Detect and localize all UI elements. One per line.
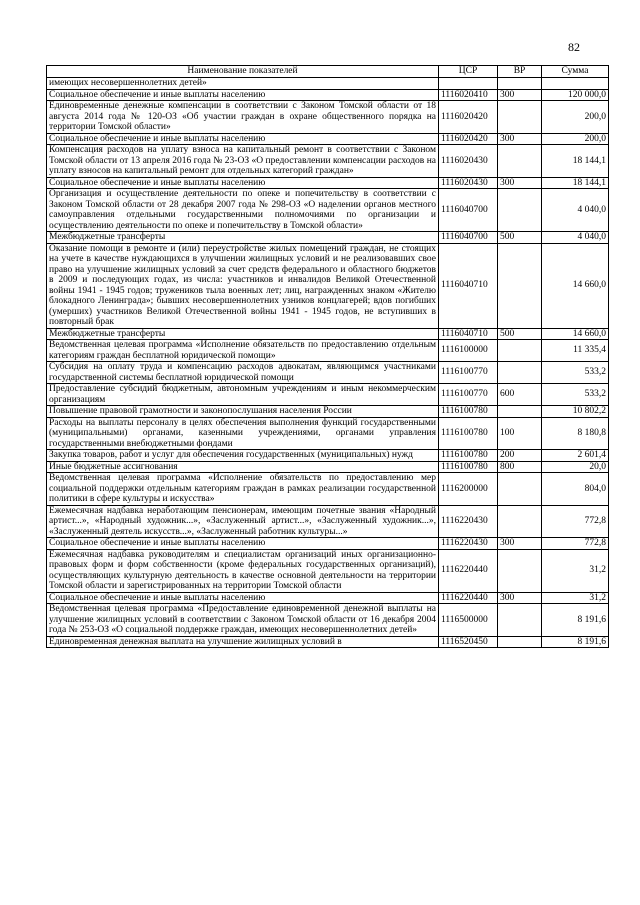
row-name-cell: Единовременная денежная выплата на улучшение жилищных условий в (47, 636, 439, 648)
row-vr-cell (498, 78, 542, 90)
row-sum-cell: 8 191,6 (542, 604, 609, 637)
table-row (47, 417, 609, 450)
row-name-cell: Ежемесячная надбавка руководителям и специалистам организаций иных организационно-правовых форм и форм собственности (кроме федеральных государственных организаций), осуществляющих культурную деятельность в качестве основной деятельности на территории Томской области и зарегистрированных на территории Томской области (47, 549, 439, 592)
budget-table (46, 65, 609, 648)
row-sum-cell: 10 802,2 (542, 406, 609, 418)
row-sum-cell: 4 040,0 (542, 189, 609, 232)
row-name-cell: Единовременные денежные компенсации в соответствии с Законом Томской области от 18 августа 2014 года № 120-ОЗ «Об участии граждан в охране общественного порядка на территории Томской области» (47, 101, 439, 134)
row-vr-cell: 500 (498, 328, 542, 340)
table-row (47, 473, 609, 506)
row-name-cell: Социальное обеспечение и иные выплаты населению (47, 133, 439, 145)
row-name-cell: Ежемесячная надбавка неработающим пенсионерам, имеющим почетные звания «Народный артист...», «Народный художник...», «Заслуженный артист...», «Заслуженный художник...», «Заслуженный деятель искусств...», «Заслуженный работник культуры...» (47, 505, 439, 538)
row-name-cell: Социальное обеспечение и иные выплаты населению (47, 592, 439, 604)
table-row (47, 384, 609, 406)
row-sum-cell: 2 601,4 (542, 450, 609, 462)
row-vr-cell: 300 (498, 177, 542, 189)
header-name: Наименование показателей (47, 66, 439, 78)
row-csr-cell: 1116100770 (439, 384, 498, 406)
row-sum-cell: 8 191,6 (542, 636, 609, 648)
row-vr-cell (498, 145, 542, 178)
row-name-cell: Оказание помощи в ремонте и (или) переустройстве жилых помещений граждан, не стоящих на учете в качестве нуждающихся в улучшении жилищных условий и не реализовавших свое право на улучшение жилищных условий за счет средств федерального и областного бюджетов в 2009 и последующих годах, из числа: участников и инвалидов Великой Отечественной войны 1941 - 1945 годов; тружеников тыла военных лет; лиц, награжденных знаком «Жителю блокадного Ленинграда»; бывших несовершеннолетних узников концлагерей; вдов погибших (умерших) участников Великой Отечественной войны 1941 - 1945 годов, не вступивших в повторный брак (47, 243, 439, 328)
table-row (47, 340, 609, 362)
row-sum-cell: 533,2 (542, 362, 609, 384)
row-vr-cell (498, 473, 542, 506)
row-csr-cell (439, 78, 498, 90)
table-row (47, 89, 609, 101)
row-csr-cell: 1116020420 (439, 101, 498, 134)
row-name-cell: Субсидия на оплату труда и компенсацию расходов адвокатам, являющимся участниками государственной системы бесплатной юридической помощи (47, 362, 439, 384)
row-csr-cell: 1116040710 (439, 328, 498, 340)
table-row (47, 101, 609, 134)
row-vr-cell (498, 189, 542, 232)
row-vr-cell (498, 406, 542, 418)
row-vr-cell: 800 (498, 461, 542, 473)
row-sum-cell: 120 000,0 (542, 89, 609, 101)
row-sum-cell: 200,0 (542, 101, 609, 134)
row-sum-cell: 4 040,0 (542, 232, 609, 244)
table-row (47, 505, 609, 538)
row-csr-cell: 1116100780 (439, 450, 498, 462)
table-row (47, 177, 609, 189)
row-vr-cell (498, 243, 542, 328)
row-name-cell: Предоставление субсидий бюджетным, автономным учреждениям и иным некоммерческим организациям (47, 384, 439, 406)
row-csr-cell: 1116100770 (439, 362, 498, 384)
row-name-cell: Социальное обеспечение и иные выплаты населению (47, 177, 439, 189)
row-csr-cell: 1116020410 (439, 89, 498, 101)
row-csr-cell: 1116100780 (439, 406, 498, 418)
row-name-cell: Ведомственная целевая программа «Исполнение обязательств по предоставлению мер социальной поддержки отдельным категориям граждан в рамках реализации государственной политики в сфере культуры и искусства» (47, 473, 439, 506)
row-vr-cell (498, 340, 542, 362)
row-csr-cell: 1116200000 (439, 473, 498, 506)
row-name-cell: имеющих несовершеннолетних детей» (47, 78, 439, 90)
table-header-row (47, 66, 609, 78)
row-name-cell: Ведомственная целевая программа «Исполнение обязательств по предоставлению отдельным категориям граждан бесплатной юридической помощи» (47, 340, 439, 362)
table-row (47, 604, 609, 637)
table-row (47, 450, 609, 462)
row-vr-cell (498, 505, 542, 538)
row-name-cell: Ведомственная целевая программа «Предоставление единовременной денежной выплаты на улучшение жилищных условий в соответствии с Законом Томской области от 16 декабря 2004 года № 253-ОЗ «О социальной поддержке граждан, имеющих несовершеннолетних детей» (47, 604, 439, 637)
row-csr-cell: 1116220440 (439, 592, 498, 604)
row-sum-cell: 772,8 (542, 538, 609, 550)
row-csr-cell: 1116220430 (439, 538, 498, 550)
page-number: 82 (568, 40, 580, 54)
row-csr-cell: 1116220430 (439, 505, 498, 538)
row-csr-cell: 1116100780 (439, 461, 498, 473)
row-vr-cell: 600 (498, 384, 542, 406)
table-row (47, 78, 609, 90)
row-sum-cell: 804,0 (542, 473, 609, 506)
table-row (47, 461, 609, 473)
row-name-cell: Закупка товаров, работ и услуг для обеспечения государственных (муниципальных) нужд (47, 450, 439, 462)
row-vr-cell (498, 101, 542, 134)
row-name-cell: Организация и осуществление деятельности по опеке и попечительству в соответствии с Законом Томской области от 28 декабря 2007 года № 298-ОЗ «О наделении органов местного самоуправления отдельными государственными полномочиями по организации и осуществлению деятельности по опеке и попечительству в Томской области» (47, 189, 439, 232)
table-row (47, 189, 609, 232)
row-csr-cell: 1116020420 (439, 133, 498, 145)
row-vr-cell (498, 549, 542, 592)
row-sum-cell: 8 180,8 (542, 417, 609, 450)
row-vr-cell: 500 (498, 232, 542, 244)
row-sum-cell: 14 660,0 (542, 328, 609, 340)
row-csr-cell: 1116020430 (439, 177, 498, 189)
header-vr: ВР (498, 66, 542, 78)
table-row (47, 328, 609, 340)
row-sum-cell: 11 335,4 (542, 340, 609, 362)
row-csr-cell: 1116040700 (439, 189, 498, 232)
row-sum-cell: 772,8 (542, 505, 609, 538)
table-row (47, 243, 609, 328)
table-row (47, 592, 609, 604)
row-sum-cell: 18 144,1 (542, 177, 609, 189)
row-csr-cell: 1116100000 (439, 340, 498, 362)
row-name-cell: Межбюджетные трансферты (47, 232, 439, 244)
row-vr-cell: 100 (498, 417, 542, 450)
row-csr-cell: 1116520450 (439, 636, 498, 648)
row-name-cell: Социальное обеспечение и иные выплаты населению (47, 538, 439, 550)
row-vr-cell (498, 604, 542, 637)
row-name-cell: Повышение правовой грамотности и законопослушания населения России (47, 406, 439, 418)
table-row (47, 538, 609, 550)
table-row (47, 133, 609, 145)
row-vr-cell (498, 636, 542, 648)
row-csr-cell: 1116100780 (439, 417, 498, 450)
row-csr-cell: 1116220440 (439, 549, 498, 592)
row-sum-cell: 31,2 (542, 592, 609, 604)
row-sum-cell: 18 144,1 (542, 145, 609, 178)
row-vr-cell: 300 (498, 592, 542, 604)
row-vr-cell: 300 (498, 89, 542, 101)
row-name-cell: Межбюджетные трансферты (47, 328, 439, 340)
row-csr-cell: 1116500000 (439, 604, 498, 637)
row-vr-cell: 300 (498, 538, 542, 550)
header-csr: ЦСР (439, 66, 498, 78)
row-csr-cell: 1116020430 (439, 145, 498, 178)
table-row (47, 145, 609, 178)
row-sum-cell (542, 78, 609, 90)
row-sum-cell: 14 660,0 (542, 243, 609, 328)
row-vr-cell: 300 (498, 133, 542, 145)
row-name-cell: Расходы на выплаты персоналу в целях обеспечения выполнения функций государственными (муниципальными) органами, казенными учреждениями, органами управления государственными внебюджетными фондами (47, 417, 439, 450)
table-row (47, 406, 609, 418)
header-sum: Сумма (542, 66, 609, 78)
row-vr-cell: 200 (498, 450, 542, 462)
table-row (47, 549, 609, 592)
table-row (47, 362, 609, 384)
row-sum-cell: 31,2 (542, 549, 609, 592)
row-csr-cell: 1116040710 (439, 243, 498, 328)
row-sum-cell: 200,0 (542, 133, 609, 145)
row-csr-cell: 1116040700 (439, 232, 498, 244)
row-vr-cell (498, 362, 542, 384)
row-sum-cell: 533,2 (542, 384, 609, 406)
row-name-cell: Социальное обеспечение и иные выплаты населению (47, 89, 439, 101)
row-name-cell: Иные бюджетные ассигнования (47, 461, 439, 473)
table-row (47, 232, 609, 244)
table-row (47, 636, 609, 648)
row-name-cell: Компенсация расходов на уплату взноса на капитальный ремонт в соответствии с Законом Томской области от 13 апреля 2016 года № 23-ОЗ «О предоставлении компенсации расходов на уплату взносов на капитальный ремонт для отдельных категорий граждан» (47, 145, 439, 178)
row-sum-cell: 20,0 (542, 461, 609, 473)
